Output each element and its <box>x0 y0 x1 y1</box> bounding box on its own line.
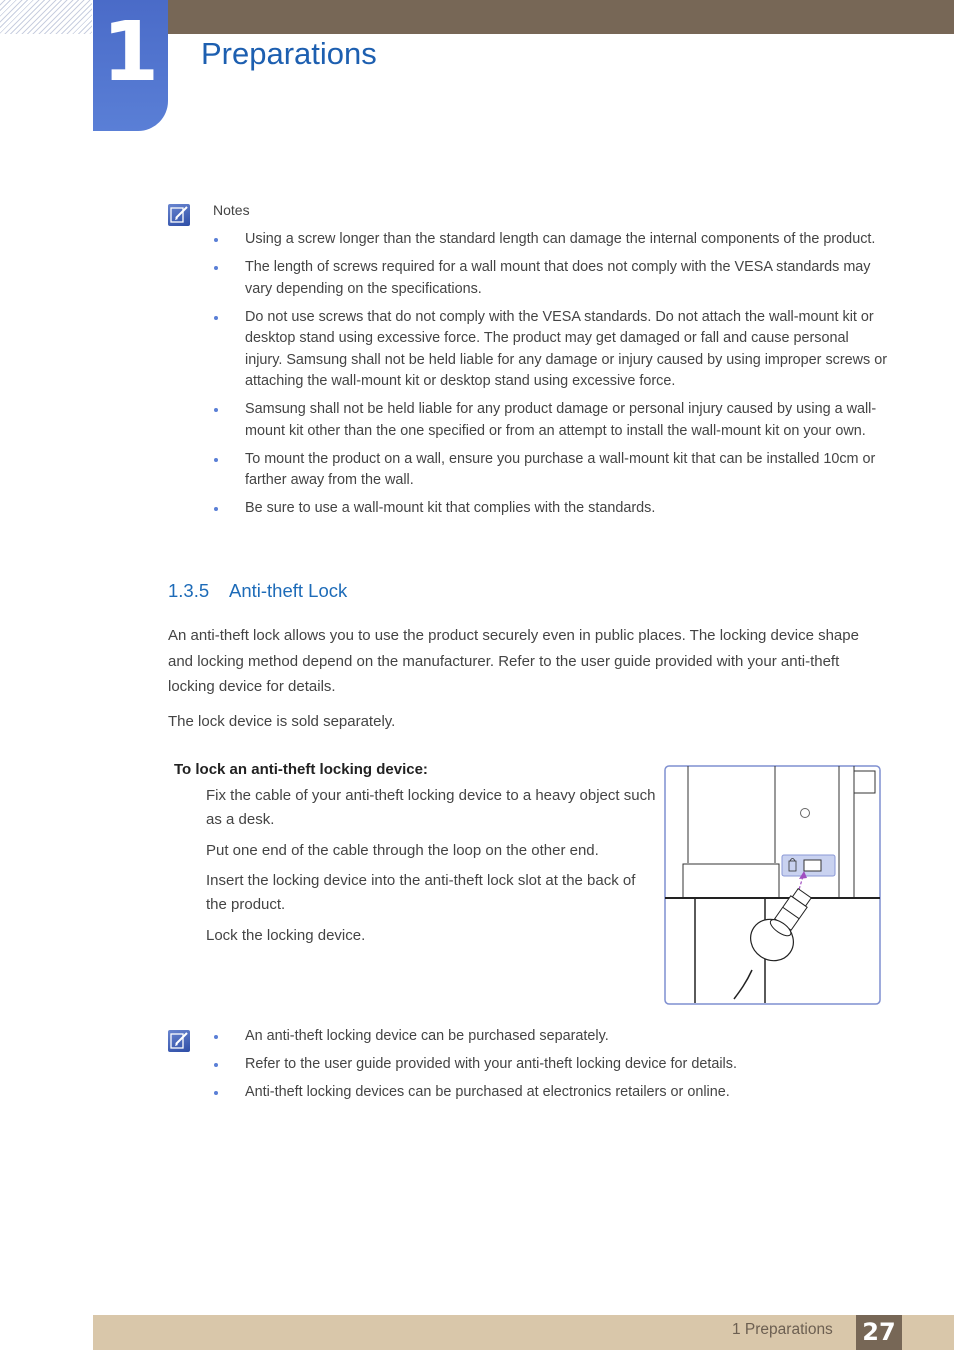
list-item: Using a screw longer than the standard length can damage the internal components of the product. <box>213 229 888 251</box>
procedure-step: Put one end of the cable through the loop on the other end. <box>206 842 599 859</box>
list-item: Be sure to use a wall-mount kit that complies with the standards. <box>213 498 888 520</box>
anti-theft-lock-illustration <box>664 765 881 1005</box>
list-item: Do not use screws that do not comply with the VESA standards. Do not attach the wall-mount kit or desktop stand using excessive force. The product may get damaged or fall and cause personal injury. Samsung shall not be held liable for any damage or injury caused by using improper screws or attaching the wall-mount kit or desktop stand using excessive force. <box>213 307 888 393</box>
section-number: 1.3.5 <box>168 580 210 601</box>
chapter-title: Preparations <box>201 36 377 71</box>
list-item: An anti-theft locking device can be purchased separately. <box>213 1026 888 1048</box>
list-item: Samsung shall not be held liable for any product damage or personal injury caused by using a wall-mount kit other than the one specified or from an attempt to install the wall-mount kit on your own. <box>213 399 888 442</box>
list-item: Refer to the user guide provided with your anti-theft locking device for details. <box>213 1054 888 1076</box>
corner-hatch-decoration <box>0 0 92 34</box>
sold-separately-text: The lock device is sold separately. <box>168 713 396 730</box>
procedure-title: To lock an anti-theft locking device: <box>174 761 428 778</box>
notes-label: Notes <box>213 202 250 218</box>
procedure-step: Insert the locking device into the anti-theft lock slot at the back of the product. <box>206 872 636 913</box>
header-bar <box>168 0 954 34</box>
procedure-step: Fix the cable of your anti-theft locking device to a heavy object such as a desk. <box>206 787 656 828</box>
chapter-number: 1 <box>101 5 160 100</box>
section-intro: An anti-theft lock allows you to use the product securely even in public places. The locking device shape and locking method depend on the manufacturer. Refer to the user guide provided with your anti-theft locking device for details. <box>168 627 859 695</box>
procedure-step: Lock the locking device. <box>206 927 366 944</box>
list-item: The length of screws required for a wall mount that does not comply with the VESA standards may vary depending on the specifications. <box>213 257 888 300</box>
note-pencil-icon <box>168 204 190 226</box>
section-title: Anti-theft Lock <box>229 580 348 601</box>
bottom-notes-list <box>213 1026 888 1110</box>
footer-chapter-label: 1 Preparations <box>732 1321 833 1338</box>
chapter-tab <box>93 0 168 131</box>
list-item: Anti-theft locking devices can be purchased at electronics retailers or online. <box>213 1082 888 1104</box>
notes-list <box>213 229 888 526</box>
page-number: 27 <box>856 1315 902 1350</box>
note-pencil-icon <box>168 1030 190 1052</box>
list-item: To mount the product on a wall, ensure you purchase a wall-mount kit that can be installed 10cm or farther away from the wall. <box>213 449 888 492</box>
section-heading <box>168 580 347 602</box>
